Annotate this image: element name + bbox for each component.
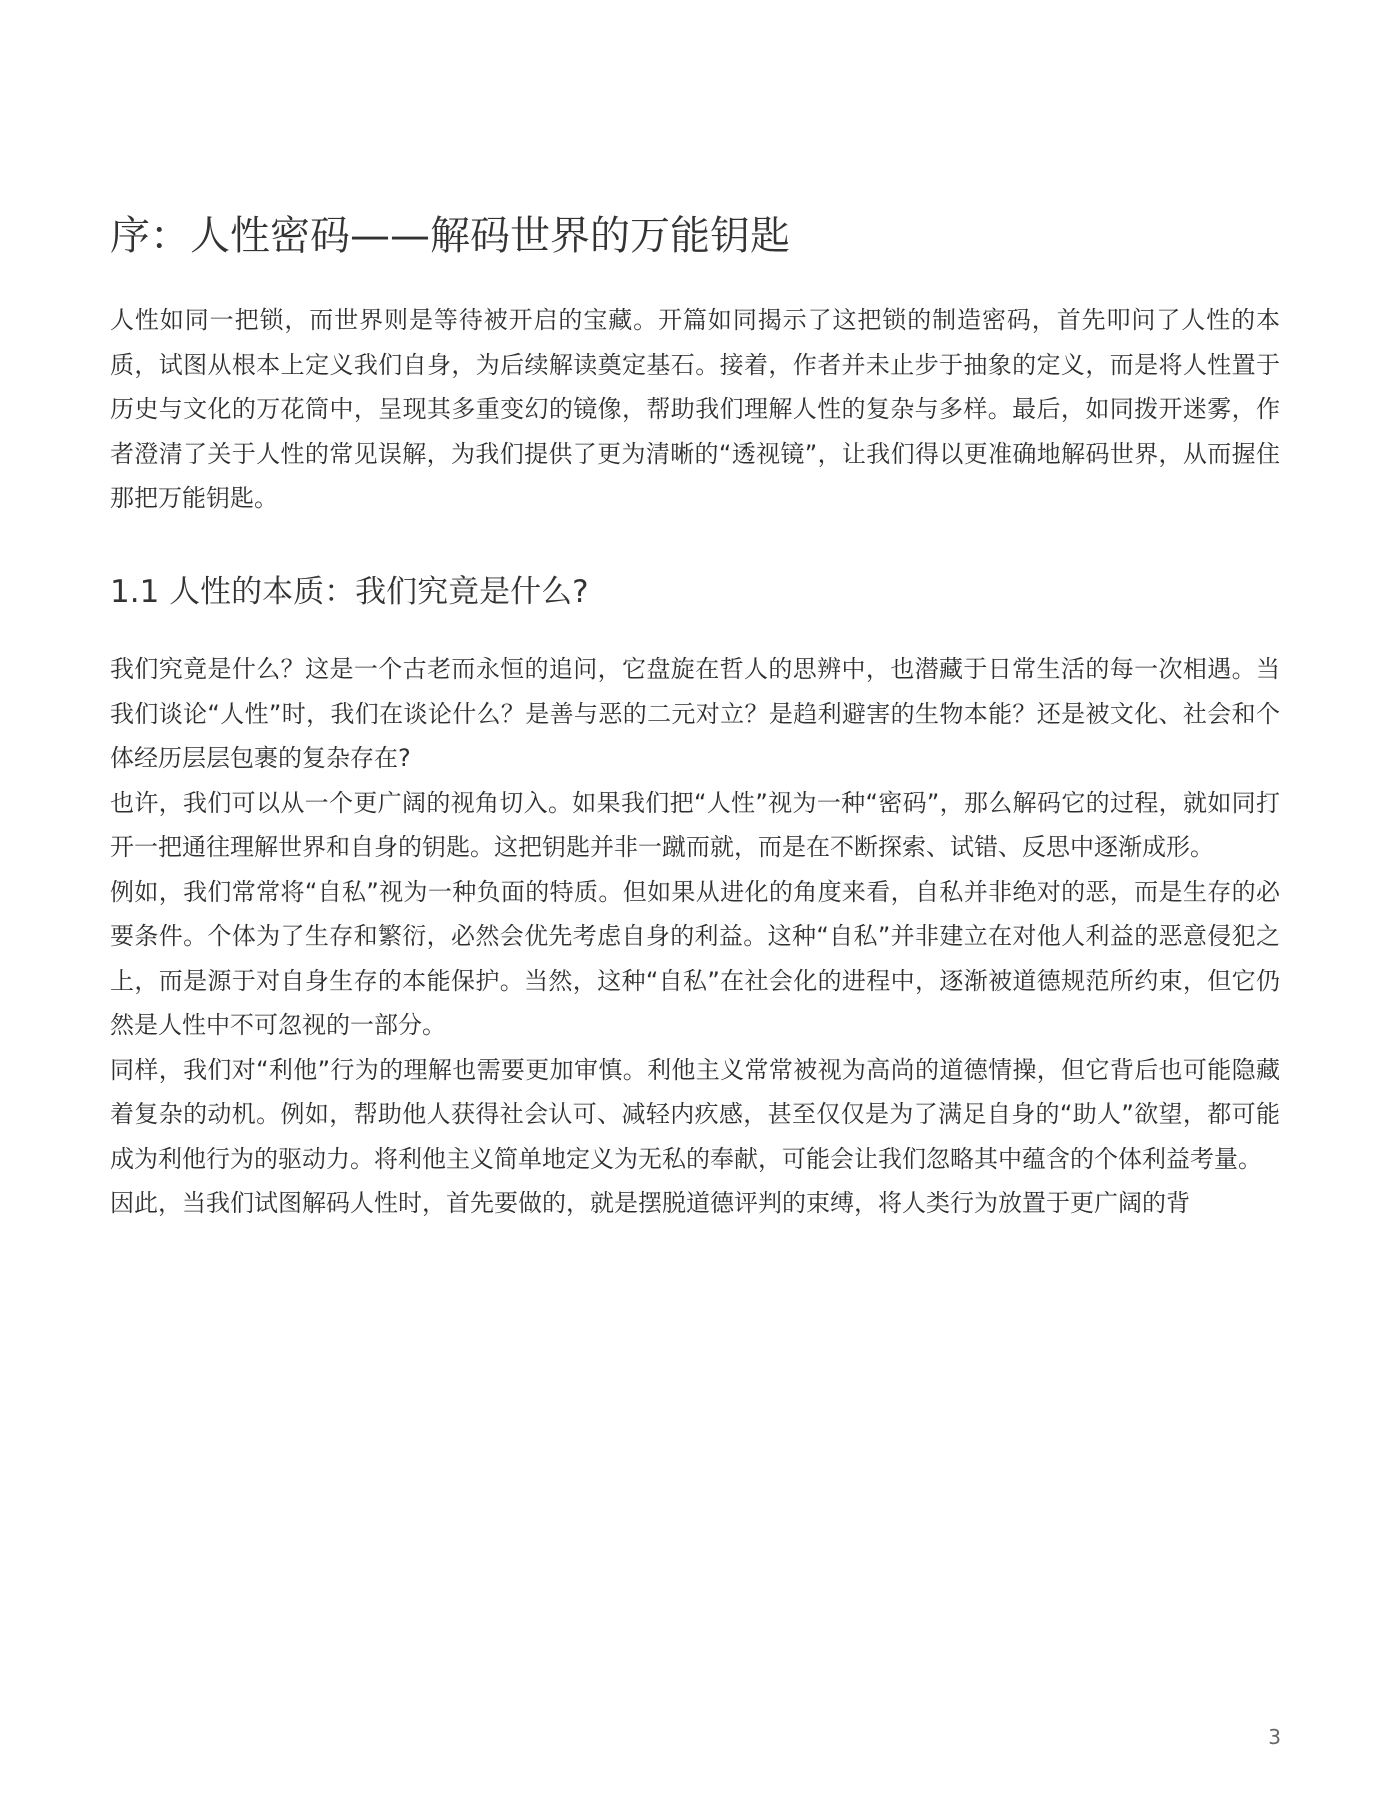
intro-block: [110, 298, 1280, 521]
body-paragraph-3: 例如，我们常常将“自私”视为一种负面的特质。但如果从进化的角度来看，自私并非绝对的恶，而是生存的必要条件。个体为了生存和繁衍，必然会优先考虑自身的利益。这种“自私”并非建立在对他人利益的恶意侵犯之上，而是源于对自身生存的本能保护。当然，这种“自私”在社会化的进程中，逐渐被道德规范所约束，但它仍然是人性中不可忽视的一部分。: [110, 877, 1280, 1039]
page-number: 3: [1268, 1725, 1281, 1749]
section-heading: 1.1 人性的本质：我们究竟是什么?: [110, 574, 589, 610]
document-page: [110, 0, 1280, 1800]
body-paragraph-1: 我们究竟是什么？这是一个古老而永恒的追问，它盘旋在哲人的思辨中，也潜藏于日常生活的每一次相遇。当我们谈论“人性”时，我们在谈论什么？是善与恶的二元对立？是趋利避害的生物本能？还是被文化、社会和个体经历层层包裹的复杂存在?: [110, 655, 1280, 772]
intro-paragraph: 人性如同一把锁，而世界则是等待被开启的宝藏。开篇如同揭示了这把锁的制造密码，首先叩问了人性的本质，试图从根本上定义我们自身，为后续解读奠定基石。接着，作者并未止步于抽象的定义，而是将人性置于历史与文化的万花筒中，呈现其多重变幻的镜像，帮助我们理解人性的复杂与多样。最后，如同拨开迷雾，作者澄清了关于人性的常见误解，为我们提供了更为清晰的“透视镜”，让我们得以更准确地解码世界，从而握住那把万能钥匙。: [110, 306, 1280, 512]
body-paragraph-5: 因此，当我们试图解码人性时，首先要做的，就是摆脱道德评判的束缚，将人类行为放置于更广阔的背: [110, 1189, 1190, 1217]
body-paragraph-2: 也许，我们可以从一个更广阔的视角切入。如果我们把“人性”视为一种“密码”，那么解码它的过程，就如同打开一把通往理解世界和自身的钥匙。这把钥匙并非一蹴而就，而是在不断探索、试错、反思中逐渐成形。: [110, 788, 1280, 861]
chapter-title: 序：人性密码——解码世界的万能钥匙: [110, 213, 790, 259]
body-paragraph-4: 同样，我们对“利他”行为的理解也需要更加审慎。利他主义常常被视为高尚的道德情操，但它背后也可能隐藏着复杂的动机。例如，帮助他人获得社会认可、减轻内疚感，甚至仅仅是为了满足自身的“助人”欲望，都可能成为利他行为的驱动力。将利他主义简单地定义为无私的奉献，可能会让我们忽略其中蕴含的个体利益考量。: [110, 1055, 1280, 1173]
section-body: [110, 647, 1280, 1226]
